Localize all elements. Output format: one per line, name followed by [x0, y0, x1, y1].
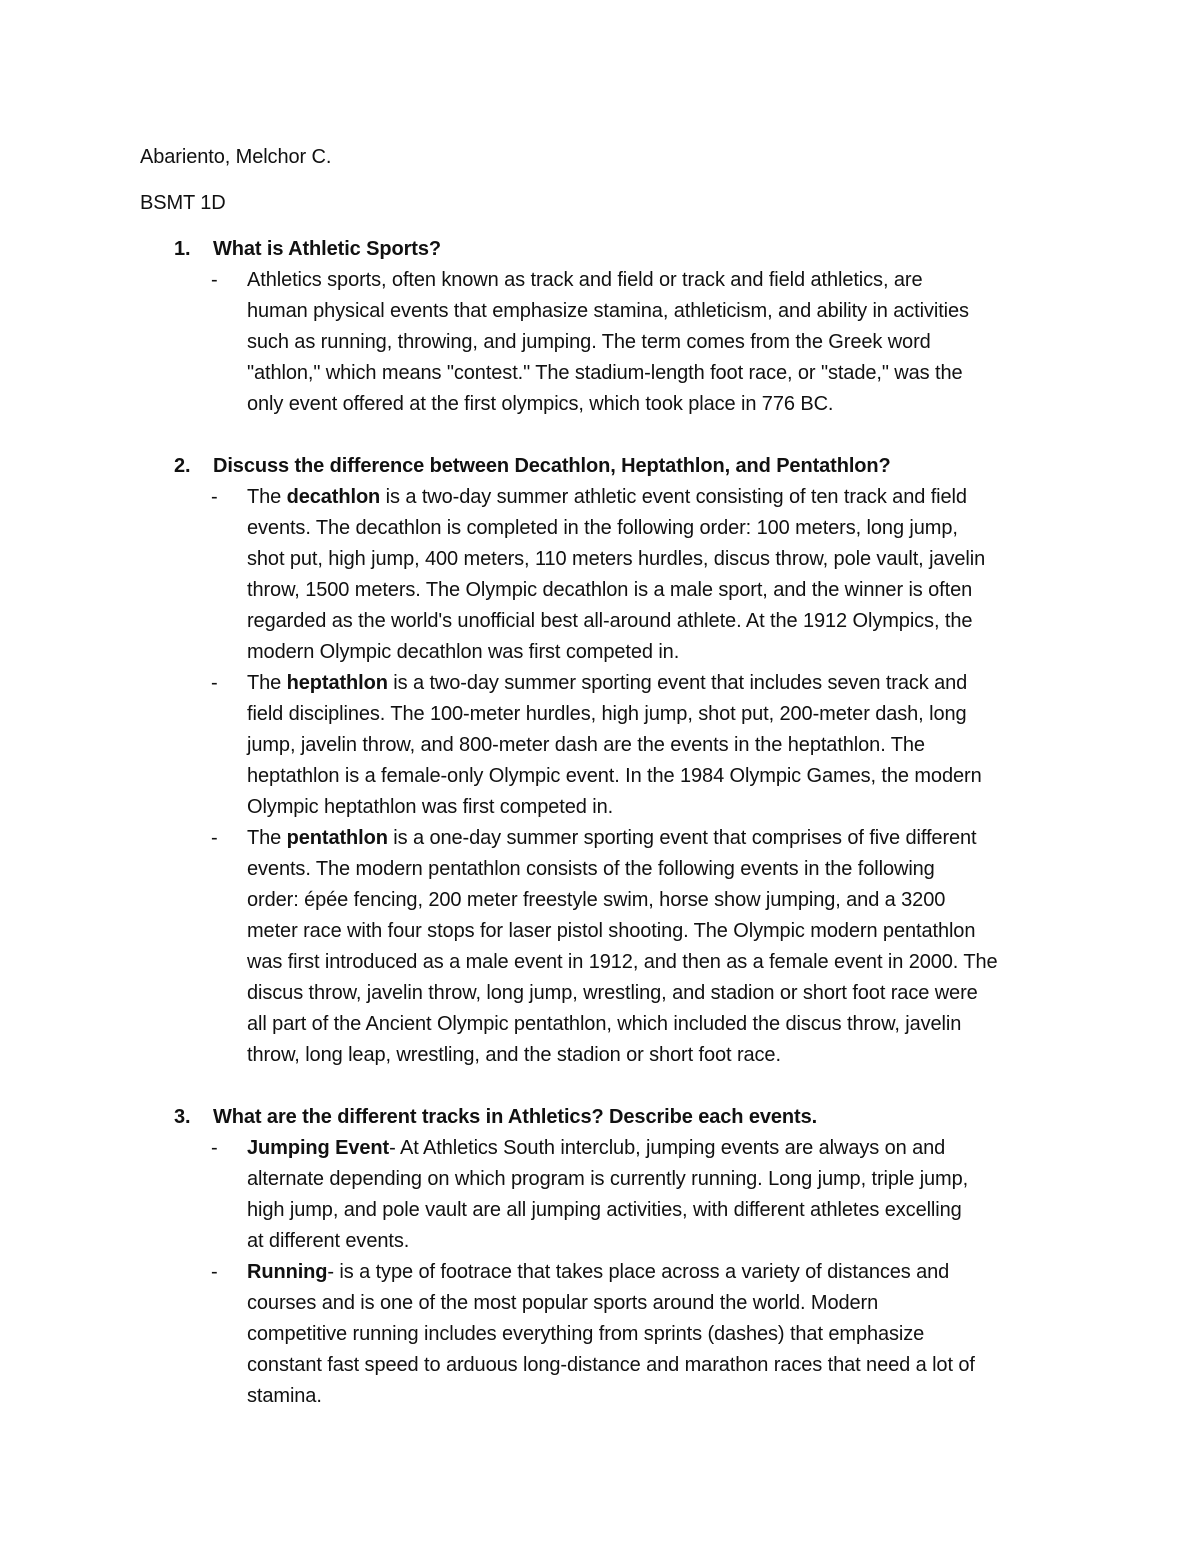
bullet-dash: -	[211, 827, 218, 849]
running-first-line	[247, 1257, 949, 1288]
running-line: competitive running includes everything from sprints (dashes) that emphasize	[247, 1323, 925, 1345]
bullet-dash: -	[211, 269, 218, 291]
section-label: BSMT 1D	[140, 192, 226, 214]
decathlon-prefix: The	[247, 486, 287, 508]
jumping-line: at different events.	[247, 1230, 410, 1252]
pentathlon-first-rest: is a one-day summer sporting event that comprises of five different	[387, 827, 977, 849]
question-3-heading: What are the different tracks in Athletics? Describe each events.	[213, 1106, 818, 1128]
bullet-dash: -	[211, 672, 218, 694]
pentathlon-term: pentathlon	[286, 827, 388, 849]
heptathlon-line: heptathlon is a female-only Olympic event. In the 1984 Olympic Games, the modern	[247, 765, 982, 787]
running-line: constant fast speed to arduous long-distance and marathon races that need a lot of	[247, 1354, 975, 1376]
heptathlon-line: Olympic heptathlon was first competed in.	[247, 796, 614, 818]
jumping-line: high jump, and pole vault are all jumping activities, with different athletes excelling	[247, 1199, 962, 1221]
question-3-number: 3.	[174, 1106, 191, 1128]
heptathlon-term: heptathlon	[286, 672, 388, 694]
question-1-heading: What is Athletic Sports?	[213, 238, 441, 260]
heptathlon-prefix: The	[247, 672, 287, 694]
decathlon-first-line	[247, 482, 967, 513]
pentathlon-line: events. The modern pentathlon consists of the following events in the following	[247, 858, 935, 880]
pentathlon-line: all part of the Ancient Olympic pentathlon, which included the discus throw, javelin	[247, 1013, 962, 1035]
question-1-number: 1.	[174, 238, 191, 260]
running-first-rest: - is a type of footrace that takes place across a variety of distances and	[327, 1261, 950, 1283]
decathlon-line: shot put, high jump, 400 meters, 110 meters hurdles, discus throw, pole vault, javelin	[247, 548, 986, 570]
decathlon-line: modern Olympic decathlon was first competed in.	[247, 641, 680, 663]
pentathlon-line: discus throw, javelin throw, long jump, wrestling, and stadion or short foot race were	[247, 982, 978, 1004]
question-2-number: 2.	[174, 455, 191, 477]
decathlon-line: regarded as the world's unofficial best all-around athlete. At the 1912 Olympics, the	[247, 610, 973, 632]
pentathlon-line: meter race with four stops for laser pistol shooting. The Olympic modern pentathlon	[247, 920, 976, 942]
bullet-dash: -	[211, 1261, 218, 1283]
jumping-first-rest: - At Athletics South interclub, jumping events are always on and	[389, 1137, 946, 1159]
bullet-dash: -	[211, 486, 218, 508]
jumping-term: Jumping Event	[247, 1137, 390, 1159]
decathlon-line: throw, 1500 meters. The Olympic decathlon is a male sport, and the winner is often	[247, 579, 973, 601]
decathlon-term: decathlon	[286, 486, 381, 508]
q1-answer-line: "athlon," which means "contest." The stadium-length foot race, or "stade," was the	[247, 362, 963, 384]
running-line: courses and is one of the most popular sports around the world. Modern	[247, 1292, 879, 1314]
pentathlon-line: was first introduced as a male event in 1912, and then as a female event in 2000. The	[247, 951, 998, 973]
running-line: stamina.	[247, 1385, 322, 1407]
running-term: Running	[247, 1261, 328, 1283]
author-name: Abariento, Melchor C.	[140, 146, 332, 168]
q1-answer-line: Athletics sports, often known as track and field or track and field athletics, are	[247, 269, 923, 291]
jumping-first-line	[247, 1133, 945, 1164]
q1-answer-line: human physical events that emphasize stamina, athleticism, and ability in activities	[247, 300, 969, 322]
heptathlon-line: jump, javelin throw, and 800-meter dash are the events in the heptathlon. The	[247, 734, 925, 756]
q1-answer-line: such as running, throwing, and jumping. The term comes from the Greek word	[247, 331, 931, 353]
jumping-line: alternate depending on which program is currently running. Long jump, triple jump,	[247, 1168, 969, 1190]
decathlon-line: events. The decathlon is completed in the following order: 100 meters, long jump,	[247, 517, 958, 539]
bullet-dash: -	[211, 1137, 218, 1159]
q1-answer-line: only event offered at the first olympics, which took place in 776 BC.	[247, 393, 834, 415]
pentathlon-line: order: épée fencing, 200 meter freestyle swim, horse show jumping, and a 3200	[247, 889, 946, 911]
question-2-heading: Discuss the difference between Decathlon, Heptathlon, and Pentathlon?	[213, 455, 891, 477]
pentathlon-first-line	[247, 823, 977, 854]
pentathlon-line: throw, long leap, wrestling, and the stadion or short foot race.	[247, 1044, 781, 1066]
heptathlon-first-rest: is a two-day summer sporting event that includes seven track and	[387, 672, 968, 694]
heptathlon-first-line	[247, 668, 967, 699]
decathlon-first-rest: is a two-day summer athletic event consisting of ten track and field	[380, 486, 967, 508]
heptathlon-line: field disciplines. The 100-meter hurdles, high jump, shot put, 200-meter dash, long	[247, 703, 967, 725]
pentathlon-prefix: The	[247, 827, 287, 849]
